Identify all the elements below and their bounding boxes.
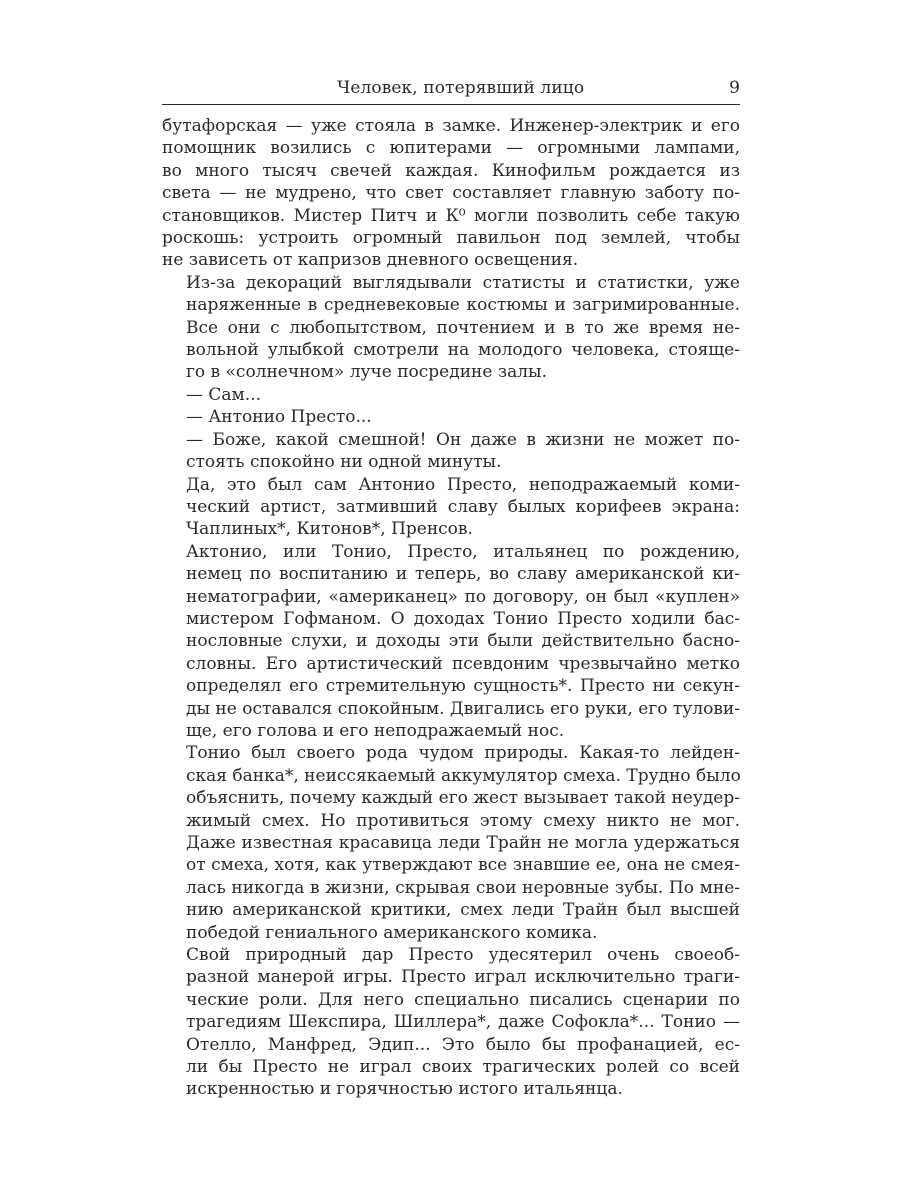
text-line: света — не мудрено, что свет составляет главную заботу по- bbox=[162, 183, 740, 204]
paragraph bbox=[162, 115, 740, 272]
text-line: ческий артист, затмивший славу былых корифеев экрана: bbox=[186, 496, 740, 517]
text-line: нию американской критики, смех леди Трайн был высшей bbox=[186, 900, 740, 921]
text-line: объяснить, почему каждый его жест вызывает такой неудер- bbox=[186, 788, 740, 809]
text-line: Да, это был сам Антонио Престо, неподражаемый коми- bbox=[186, 474, 740, 495]
text-line: лась никогда в жизни, скрывая свои неровные зубы. По мне- bbox=[186, 877, 740, 898]
text-line: от смеха, хотя, как утверждают все знавшие ее, она не смея- bbox=[186, 855, 740, 876]
text-line: ли бы Престо не играл своих трагических ролей со всей bbox=[186, 1057, 740, 1078]
text-line: становщиков. Мистер Питч и К⁰ могли позволить себе такую bbox=[162, 205, 740, 226]
paragraph bbox=[162, 944, 740, 1101]
text-line: помощник возились с юпитерами — огромными лампами, bbox=[162, 138, 740, 159]
text-line: бутафорская — уже стояла в замке. Инженер-электрик и его bbox=[162, 116, 740, 136]
text-line: Даже известная красавица леди Трайн не могла удержаться bbox=[186, 833, 740, 853]
text-line: Тонио был своего рода чудом природы. Какая-то лейден- bbox=[186, 743, 740, 764]
text-line: ще, его голова и его неподражаемый нос. bbox=[186, 720, 565, 741]
text-line: — Антонио Престо... bbox=[186, 407, 372, 428]
text-line: — Сам... bbox=[186, 384, 261, 405]
body-text bbox=[162, 115, 740, 1101]
paragraph bbox=[162, 541, 740, 743]
text-line: вольной улыбкой смотрели на молодого человека, стояще- bbox=[186, 340, 740, 361]
text-line: го в «солнечном» луче посредине залы. bbox=[186, 362, 547, 383]
text-line: трагедиям Шекспира, Шиллера*, даже Софокла*... Тонио — bbox=[186, 1012, 740, 1033]
text-line: Чаплиных*, Китонов*, Пренсов. bbox=[186, 519, 473, 540]
text-line: Отелло, Манфред, Эдип... Это было бы профанацией, ес- bbox=[186, 1034, 740, 1055]
text-line: Актонио, или Тонио, Престо, итальянец по рождению, bbox=[186, 541, 740, 562]
text-line: нословные слухи, и доходы эти были действительно басно- bbox=[186, 631, 740, 652]
text-line: наряженные в средневековые костюмы и загримированные. bbox=[186, 295, 740, 316]
text-line: искренностью и горячностью истого итальянца. bbox=[186, 1079, 623, 1100]
text-line: — Боже, какой смешной! Он даже в жизни не может по- bbox=[186, 429, 740, 450]
book-page bbox=[162, 78, 740, 1101]
text-line: словны. Его артистический псевдоним чрезвычайно метко bbox=[186, 653, 740, 674]
text-line: ская банка*, неиссякаемый аккумулятор смеха. Трудно было bbox=[186, 765, 741, 786]
text-line: разной манерой игры. Престо играл исключительно траги- bbox=[186, 967, 740, 988]
text-line: жимый смех. Но противиться этому смеху никто не мог. bbox=[186, 810, 740, 831]
text-line: немец по воспитанию и теперь, во славу американской ки- bbox=[186, 564, 740, 585]
text-line: стоять спокойно ни одной минуты. bbox=[186, 452, 502, 473]
paragraph bbox=[162, 742, 740, 944]
text-line: победой гениального американского комика. bbox=[186, 922, 598, 943]
paragraph bbox=[162, 429, 740, 474]
paragraph bbox=[162, 272, 740, 384]
text-line: Все они с любопытством, почтением и в то же время не- bbox=[186, 317, 740, 338]
text-line: ческие роли. Для него специально писались сценарии по bbox=[186, 989, 740, 1010]
text-line: Из-за декораций выглядывали статисты и статистки, уже bbox=[186, 272, 740, 293]
paragraph bbox=[162, 384, 740, 406]
text-line: не зависеть от капризов дневного освещения. bbox=[162, 250, 579, 271]
text-line: роскошь: устроить огромный павильон под землей, чтобы bbox=[162, 228, 740, 249]
text-line: во много тысяч свечей каждая. Кинофильм рождается из bbox=[162, 160, 740, 181]
text-line: определял его стремительную сущность*. Престо ни секун- bbox=[186, 676, 740, 697]
text-line: ды не оставался спокойным. Двигались его руки, его тулови- bbox=[186, 698, 740, 719]
running-header bbox=[162, 78, 740, 105]
page-number: 9 bbox=[729, 78, 740, 98]
text-line: мистером Гофманом. О доходах Тонио Престо ходили бас- bbox=[186, 608, 740, 629]
text-line: Свой природный дар Престо удесятерил очень своеоб- bbox=[186, 945, 740, 966]
paragraph bbox=[162, 474, 740, 541]
paragraph bbox=[162, 406, 740, 428]
running-title: Человек, потерявший лицо bbox=[337, 78, 585, 98]
text-line: нематографии, «американец» по договору, он был «куплен» bbox=[186, 586, 740, 607]
